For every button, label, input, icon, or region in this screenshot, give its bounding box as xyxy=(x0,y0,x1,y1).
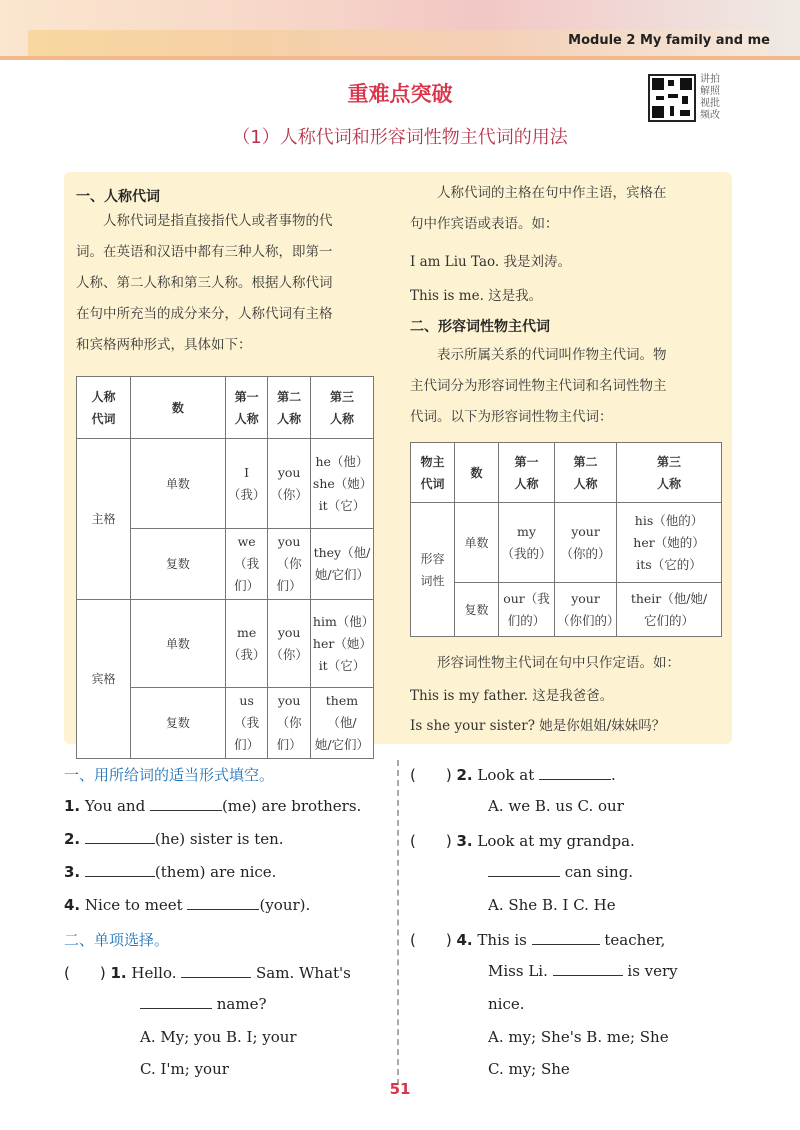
exercise1-heading: 一、用所给词的适当形式填空。 xyxy=(64,766,275,784)
table-cell: their（他/她/ 它们的） xyxy=(617,583,722,637)
table-cell: you （你） xyxy=(268,439,311,529)
table-header: 第三 人称 xyxy=(310,377,373,439)
table-cell: your （你的） xyxy=(555,503,617,583)
choice-question: ( ) 2. Look at . xyxy=(410,766,616,784)
number-label: 单数 xyxy=(131,600,226,688)
page-title: 重难点突破 xyxy=(347,82,453,106)
table-header: 第一 人称 xyxy=(225,377,268,439)
number-label: 复数 xyxy=(455,583,499,637)
answer-blank[interactable] xyxy=(532,931,600,945)
answer-blank[interactable] xyxy=(187,896,259,910)
column-divider xyxy=(397,760,399,1085)
qr-code-icon[interactable] xyxy=(648,74,696,122)
page-subtitle: （1）人称代词和形容词性物主代词的用法 xyxy=(232,127,568,148)
table-cell: us （我们） xyxy=(225,688,268,759)
table-header: 物主 代词 xyxy=(411,443,455,503)
table-header: 数 xyxy=(455,443,499,503)
table-cell: I （我） xyxy=(225,439,268,529)
row-label-objective: 宾格 xyxy=(77,600,131,759)
table-cell: you （你） xyxy=(268,600,311,688)
module-label: Module 2 My family and me xyxy=(568,33,770,48)
choice-options[interactable]: C. my; She xyxy=(488,1060,570,1078)
fill-question: 2. (he) sister is ten. xyxy=(64,830,284,848)
example-sentence: Is she your sister? 她是你姐姐/妹妹吗？ xyxy=(410,718,666,734)
table-cell: them（他/ 她/它们） xyxy=(310,688,373,759)
answer-blank[interactable] xyxy=(140,995,212,1009)
choice-question-line: name? xyxy=(140,995,267,1013)
row-label-nominative: 主格 xyxy=(77,439,131,600)
table-cell: you （你们） xyxy=(268,529,311,600)
choice-question: ( ) 3. Look at my grandpa. xyxy=(410,832,635,850)
exercise2-heading: 二、单项选择。 xyxy=(64,931,170,949)
table-header: 数 xyxy=(131,377,226,439)
choice-options[interactable]: A. My; you B. I; your xyxy=(140,1028,297,1046)
example-sentence: This is my father. 这是我爸爸。 xyxy=(410,688,614,704)
choice-options[interactable]: A. She B. I C. He xyxy=(488,896,616,914)
choice-options[interactable]: C. I'm; your xyxy=(140,1060,229,1078)
section2-heading: 二、形容词性物主代词 xyxy=(410,319,550,335)
table-cell: my （我的） xyxy=(499,503,555,583)
fill-question: 4. Nice to meet (your). xyxy=(64,896,311,914)
answer-blank[interactable] xyxy=(85,830,155,844)
header-underline xyxy=(0,56,800,60)
row-label-adjectival: 形容 词性 xyxy=(411,503,455,637)
choice-options[interactable]: A. my; She's B. me; She xyxy=(488,1028,669,1046)
answer-blank[interactable] xyxy=(181,964,251,978)
section1-heading: 一、人称代词 xyxy=(76,189,160,205)
choice-question: ( ) 1. Hello. Sam. What's xyxy=(64,964,351,982)
fill-question: 1. You and (me) are brothers. xyxy=(64,797,362,815)
table-header: 第二 人称 xyxy=(268,377,311,439)
table-cell: we （我们） xyxy=(225,529,268,600)
page-number: 51 xyxy=(389,1080,411,1098)
section1-text: 人称代词是指直接指代人或者事物的代 词。在英语和汉语中都有三种人称，即第一 人称、第二人称和第三人称。根据人称代词 在句中所充当的成分来分，人称代词有主格 和宾格两种形式，具体如下： xyxy=(76,213,333,353)
number-label: 复数 xyxy=(131,529,226,600)
choice-question-line: can sing. xyxy=(488,863,633,881)
example-sentence: This is me. 这是我。 xyxy=(410,288,543,304)
section2-text: 表示所属关系的代词叫作物主代词。物 主代词分为形容词性物主代词和名词性物主 代词。以下为形容词性物主代词： xyxy=(410,347,667,425)
table-cell: they（他/ 她/它们） xyxy=(310,529,373,600)
table-cell: your （你们的） xyxy=(555,583,617,637)
answer-blank[interactable] xyxy=(150,797,222,811)
choice-question: ( ) 4. This is teacher, xyxy=(410,931,666,949)
section1-continuation: 人称代词的主格在句中作主语，宾格在 句中作宾语或表语。如： xyxy=(410,185,667,232)
number-label: 单数 xyxy=(131,439,226,529)
choice-question-line: Miss Li. is very xyxy=(488,962,678,980)
number-label: 复数 xyxy=(131,688,226,759)
table-cell: his（他的） her（她的） its（它的） xyxy=(617,503,722,583)
personal-pronoun-table xyxy=(76,376,374,759)
table-cell: you （你们） xyxy=(268,688,311,759)
answer-blank[interactable] xyxy=(539,766,611,780)
table-cell: our（我 们的） xyxy=(499,583,555,637)
choice-options[interactable]: A. we B. us C. our xyxy=(488,797,624,815)
section2-note: 形容词性物主代词在句中只作定语。如： xyxy=(410,655,680,671)
answer-blank[interactable] xyxy=(488,863,560,877)
answer-blank[interactable] xyxy=(553,962,623,976)
qr-label: 讲拍 解照 视批 频改 xyxy=(700,74,720,121)
fill-question: 3. (them) are nice. xyxy=(64,863,277,881)
table-cell: me （我） xyxy=(225,600,268,688)
table-header: 人称 代词 xyxy=(77,377,131,439)
table-header: 第一 人称 xyxy=(499,443,555,503)
example-sentence: I am Liu Tao. 我是刘涛。 xyxy=(410,254,572,270)
choice-question-line: nice. xyxy=(488,995,525,1013)
table-cell: him（他） her（她） it（它） xyxy=(310,600,373,688)
number-label: 单数 xyxy=(455,503,499,583)
table-header: 第二 人称 xyxy=(555,443,617,503)
table-header: 第三 人称 xyxy=(617,443,722,503)
answer-blank[interactable] xyxy=(85,863,155,877)
table-cell: he（他） she（她） it（它） xyxy=(310,439,373,529)
possessive-pronoun-table xyxy=(410,442,722,637)
